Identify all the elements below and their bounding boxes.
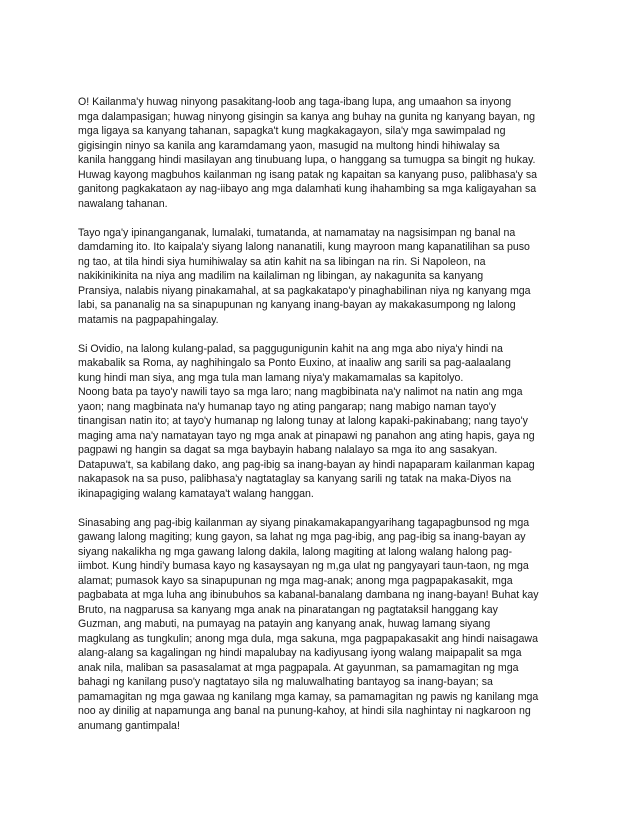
- text-line: iimbot. Kung hindi'y bumasa kayo ng kasaysayan ng m,ga ulat ng pangyayari taun-taon, ng mga: [78, 560, 529, 572]
- text-line: Bruto, na nagparusa sa kanyang mga anak na pinaratangan ng pagtataksil hanggang kay: [78, 603, 498, 616]
- text-line: bahagi ng kanilang puso'y nagtatayo sila ng maluwalhating bantayog sa inang-bayan; sa: [78, 676, 493, 688]
- text-line: Pransiya, nalabis niyang pinakamahal, at sa pagkakatapo'y pinaghabilinan niya ng kanyang mga: [78, 284, 531, 297]
- text-line: Sinasabing ang pag-ibig kailanman ay siyang pinakamakapangyarihang tagapagbunsod ng mga: [78, 516, 530, 529]
- text-line: tinangisan natin ito; at tayo'y humanap ng lalong tunay at lalong kapaki-pakinabang; nang tayo'y: [78, 415, 528, 427]
- text-line: yaon; nang magbinata na'y humanap tayo ng ating pangarap; nang mabigo naman tayo'y: [78, 400, 497, 413]
- text-line: matamis na pagpapahingalay.: [78, 313, 219, 326]
- text-line: nawalang tahanan.: [78, 197, 168, 210]
- text-line: O! Kailanma'y huwag ninyong pasakitang-loob ang taga-ibang lupa, ang umaahon sa inyong: [78, 96, 512, 108]
- text-line: ikinapagiging walang kamataya't walang hanggan.: [78, 487, 314, 500]
- text-line: makabalik sa Roma, ay naghihingalo sa Ponto Euxino, at inaaliw ang sarili sa pag-aalaalang: [78, 357, 511, 369]
- text-line: labi, sa pananalig na sa sinapupunan ng kanyang inang-bayan ay makakasumpong ng lalong: [78, 299, 516, 311]
- text-line: nakikinikinita na niya ang madilim na kailaliman ng libingan, ay nakagunita sa kanyang: [78, 270, 484, 282]
- text-line: magkulang as tungkulin; anong mga dula, mga sakuna, mga pagpapakasakit ang hindi naisagawa: [78, 632, 538, 645]
- document-page: [78, 95, 562, 748]
- text-line: ng tao, at tila hindi siya humihiwalay sa atin kahit na sa libingan na rin. Si Napoleon, na: [78, 255, 486, 268]
- text-line: maging ama na'y namatayan tayo ng mga anak at pinapawi ng panahon ang ating hapis, gaya ng: [78, 429, 535, 442]
- text-line: alang-alang sa kagalingan ng hindi mapalubay na kadiyusang iyong walang maipapalit sa mga: [78, 647, 522, 659]
- text-line: Datapuwa't, sa kabilang dako, ang pag-ibig sa inang-bayan ay hindi napaparam kailanman kapag: [78, 458, 535, 471]
- text-line: mga ligaya sa kanyang tahanan, sapagka't kung magkakagayon, sila'y mga sawimpalad ng: [78, 125, 506, 137]
- text-line: ganitong pagkakataon ay nag-iibayo ang mga dalamhati kung ihahambing sa mga kaligayahan sa: [78, 183, 537, 195]
- text-line: Tayo nga'y ipinanganganak, lumalaki, tumatanda, at namamatay na nagsisimpan ng banal na: [78, 226, 516, 239]
- text-line: pagpawi ng hangin sa dagat sa mga baybayin habang nalalayo sa mga ito ang sasakyan.: [78, 444, 498, 456]
- text-line: Si Ovidio, na lalong kulang-palad, sa paggugunigunin kahit na ang mga abo niya'y hindi na: [78, 342, 503, 355]
- text-line: Guzman, ang mabuti, na pumayag na patayin ang kanyang anak, huwag lamang siyang: [78, 618, 491, 630]
- text-line: noo ay dinilig at napamunga ang banal na punung-kahoy, at hindi sila naghintay ni nagkaroon ng: [78, 705, 531, 717]
- text-line: kung hindi man siya, ang mga tula man lamang niya'y makamamalas sa kapitolyo.: [78, 371, 464, 384]
- text-line: Noong bata pa tayo'y nawili tayo sa mga laro; nang magbibinata na'y nalimot na natin ang mga: [78, 386, 523, 398]
- text-line: alamat; pumasok kayo sa sinapupunan ng mga mag-anak; anong mga pagpapakasakit, mga: [78, 574, 513, 587]
- text-line: nakapasok na sa puso, palibhasa'y nagtataglay sa kanyang sarili ng tatak na maka-Diyos na: [78, 473, 512, 485]
- text-line: gawang lalong magiting; kung gayon, sa lahat ng mga pag-ibig, ang pag-ibig sa inang-bayan ay: [78, 531, 526, 543]
- text-line: siyang nakalikha ng mga gawang lalong dakila, lalong magiting at lalong walang halong pag-: [78, 545, 513, 558]
- text-line: anumang gantimpala!: [78, 719, 180, 732]
- text-line: gigisingin ninyo sa kanila ang karamdamang yaon, masugid na multong hindi hihiwalay sa: [78, 139, 500, 152]
- paragraph-4: [78, 516, 562, 734]
- text-line: pamamagitan ng mga gawaa ng kanilang mga kamay, sa pamamagitan ng pawis ng kanilang mga: [78, 690, 539, 703]
- paragraph-1: [78, 95, 562, 211]
- paragraph-2: [78, 226, 562, 328]
- text-line: anak nila, maliban sa pasasalamat at mga pagpapala. At gayunman, sa pamamagitan ng mga: [78, 661, 519, 674]
- text-line: pagbabata at mga luha ang ibinubuhos sa kabanal-banalang dambana ng inang-bayan! Buhat kay: [78, 589, 539, 601]
- text-line: mga dalampasigan; huwag ninyong gisingin sa kanya ang buhay na gunita ng kanyang bayan, ng: [78, 110, 536, 123]
- paragraph-3: [78, 342, 562, 502]
- text-line: kanila hanggang hindi masilayan ang tinubuang lupa, o hanggang sa tumugpa sa bingit ng hukay.: [78, 154, 536, 166]
- text-line: Huwag kayong magbuhos kailanman ng isang patak ng kapaitan sa kanyang puso, palibhasa'y sa: [78, 168, 538, 181]
- text-line: damdaming ito. Ito kaipala'y siyang lalong nananatili, kung mayroon mang kapanatilihan sa puso: [78, 241, 530, 253]
